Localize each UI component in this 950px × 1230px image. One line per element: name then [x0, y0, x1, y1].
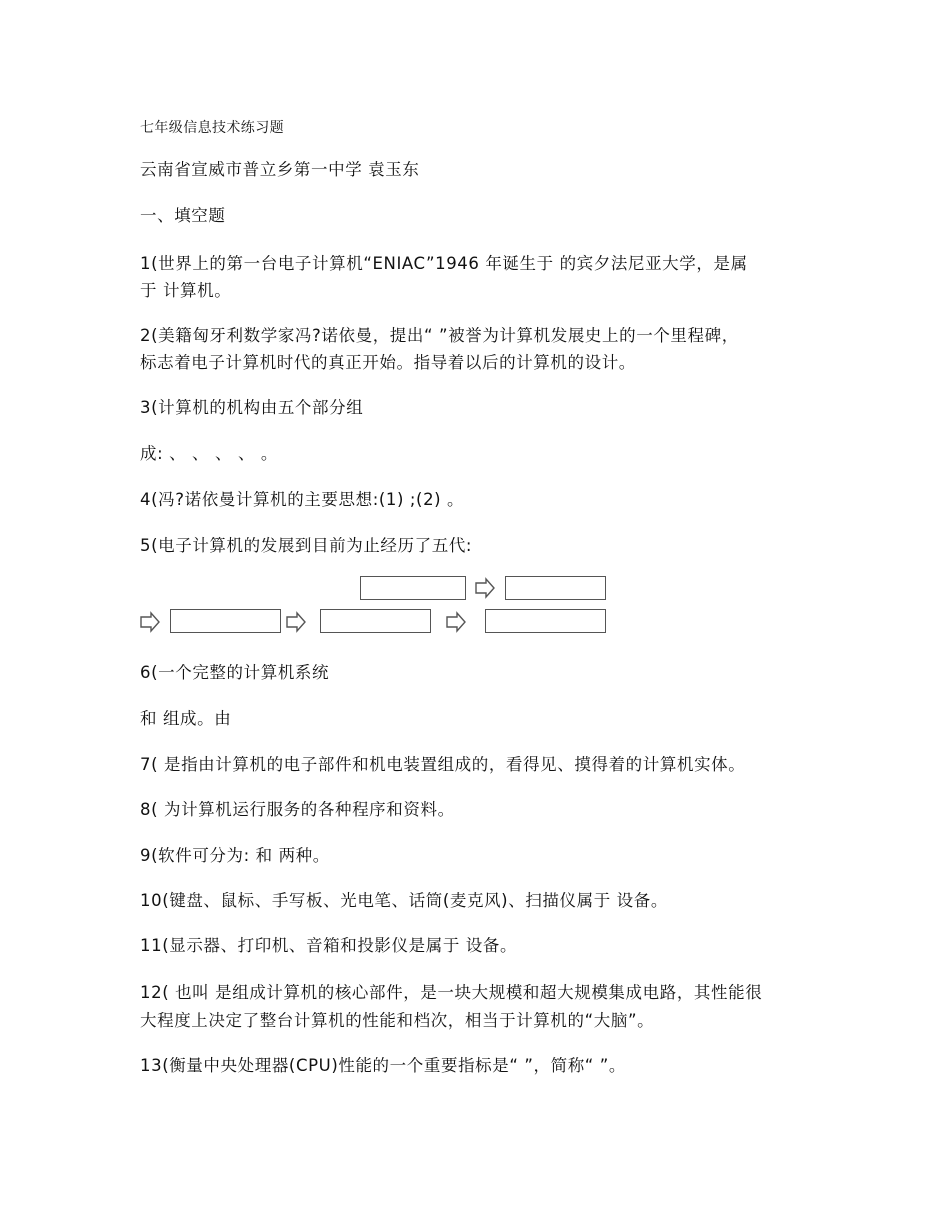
generation-box-5: [505, 576, 606, 600]
question-12-line-2: 大程度上决定了整台计算机的性能和档次，相当于计算机的“大脑”。: [140, 1011, 655, 1030]
question-2-line-1: 2(美籍匈牙利数学家冯?诺依曼，提出“ ”被誉为计算机发展史上的一个里程碑，: [140, 326, 739, 345]
generation-box-3: [485, 609, 606, 633]
question-7: 7( 是指由计算机的电子部件和机电装置组成的，看得见、摸得着的计算机实体。: [140, 755, 746, 774]
question-2-line-2: 标志着电子计算机时代的真正开始。指导着以后的计算机的设计。: [140, 353, 636, 372]
right-arrow-icon: [285, 611, 307, 633]
question-1-line-2: 于 计算机。: [140, 281, 232, 300]
right-arrow-icon: [445, 611, 467, 633]
question-6-line-2: 和 组成。由: [140, 709, 232, 728]
section-heading: 一、填空题: [140, 206, 226, 225]
question-6-line-1: 6(一个完整的计算机系统: [140, 663, 330, 682]
question-3-line-1: 3(计算机的机构由五个部分组: [140, 398, 364, 417]
generation-box-2: [320, 609, 431, 633]
generation-box-1: [170, 609, 281, 633]
author-line: 云南省宣威市普立乡第一中学 袁玉东: [140, 160, 420, 179]
question-9: 9(软件可分为: 和 两种。: [140, 846, 330, 865]
document-title: 七年级信息技术练习题: [140, 120, 284, 136]
right-arrow-icon: [474, 577, 496, 599]
question-11: 11(显示器、打印机、音箱和投影仪是属于 设备。: [140, 936, 518, 955]
question-1-line-1: 1(世界上的第一台电子计算机“ENIAC”1946 年诞生于 的宾夕法尼亚大学，是属: [140, 254, 748, 273]
question-13: 13(衡量中央处理器(CPU)性能的一个重要指标是“ ”，简称“ ”。: [140, 1056, 627, 1075]
question-4: 4(冯?诺依曼计算机的主要思想:(1) ;(2) 。: [140, 490, 465, 509]
question-10: 10(键盘、鼠标、手写板、光电笔、话筒(麦克风)、扫描仪属于 设备。: [140, 891, 668, 910]
question-12-line-1: 12( 也叫 是组成计算机的核心部件，是一块大规模和超大规模集成电路，其性能很: [140, 983, 763, 1002]
question-5: 5(电子计算机的发展到目前为止经历了五代:: [140, 536, 473, 555]
right-arrow-icon: [139, 611, 161, 633]
question-8: 8( 为计算机运行服务的各种程序和资料。: [140, 800, 455, 819]
question-3-line-2: 成: 、 、 、 、 。: [140, 444, 278, 463]
generation-box-4: [360, 576, 466, 600]
